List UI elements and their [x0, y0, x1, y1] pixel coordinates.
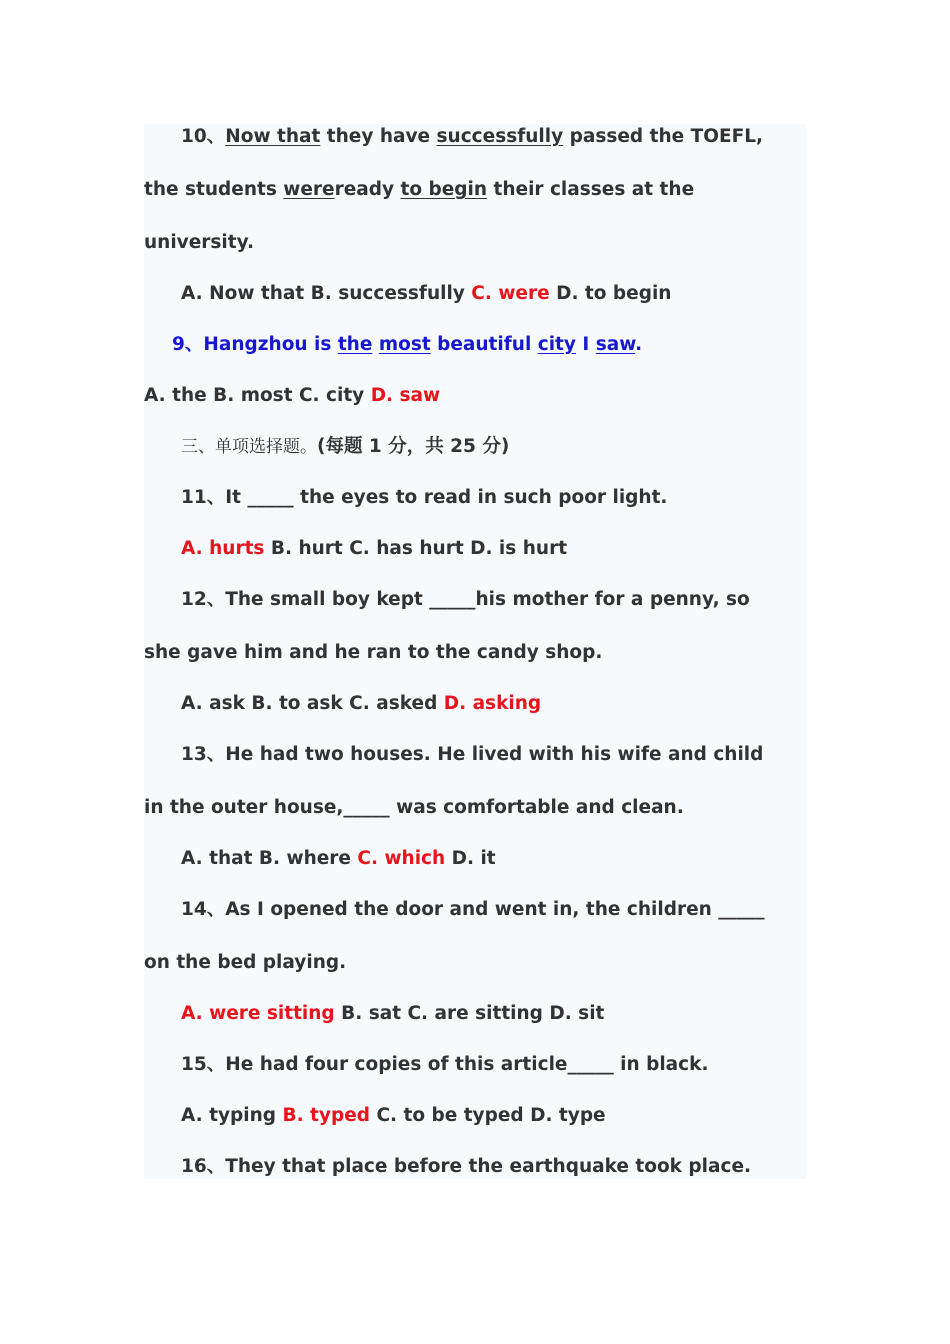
q9-text-2: beautiful — [430, 334, 538, 355]
q13-line-2: in the outer house,_____ was comfortable and clean. — [144, 797, 684, 818]
q14-options — [181, 1001, 604, 1027]
q10-options-text: A. Now that B. successfully — [181, 283, 472, 304]
q11-answer: A. hurts — [181, 538, 265, 559]
q10-text-2: passed the TOEFL, — [563, 126, 764, 147]
section-text-2: 分，共 — [381, 436, 451, 457]
section-heading — [181, 434, 509, 460]
q15-options-text: A. typing — [181, 1105, 283, 1126]
q10-options — [181, 281, 671, 307]
q9-underlined-the: the — [337, 334, 373, 355]
document-page — [144, 124, 806, 1179]
q10-number: 10、 — [181, 126, 226, 147]
q10-options-text-2: D. to begin — [549, 283, 672, 304]
q9-answer: D. saw — [370, 385, 441, 406]
q14-answer: A. were sitting — [181, 1003, 335, 1024]
q9-number: 9、 — [172, 334, 204, 355]
q10-text-3: the students — [144, 179, 284, 200]
q10-line-1 — [181, 124, 763, 150]
section-text-3: 分) — [475, 436, 510, 457]
q11-options — [181, 536, 567, 562]
section-points-each: 1 — [368, 436, 382, 457]
q13-line-1: 13、He had two houses. He lived with his wife and child — [181, 744, 764, 765]
q12-answer: D. asking — [443, 693, 542, 714]
q10-answer: C. were — [471, 283, 550, 304]
q9-underlined-most: most — [378, 334, 431, 355]
q10-line-3: university. — [144, 232, 254, 253]
q13-options-text-2: D. it — [445, 848, 496, 869]
q10-text-1: they have — [320, 126, 437, 147]
q10-underlined-were: were — [283, 179, 335, 200]
section-points-total: 25 — [450, 436, 476, 457]
q12-options-text: A. ask B. to ask C. asked — [181, 693, 444, 714]
q15-options — [181, 1103, 606, 1129]
q11-text: 11、It _____ the eyes to read in such poor light. — [181, 487, 668, 508]
q14-options-text: B. sat C. are sitting D. sit — [334, 1003, 605, 1024]
q10-text-5: their classes at the — [487, 179, 695, 200]
q9-text-4: . — [635, 334, 643, 355]
q9-underlined-city: city — [537, 334, 576, 355]
section-title: 三、单项选择题。 — [181, 437, 317, 457]
q13-answer: C. which — [357, 848, 446, 869]
q9-options-text: A. the B. most C. city — [144, 385, 371, 406]
q12-options — [181, 691, 541, 717]
q14-line-1: 14、As I opened the door and went in, the children _____ — [181, 899, 765, 920]
q15-text: 15、He had four copies of this article_____ in black. — [181, 1054, 709, 1075]
q10-underlined-successfully: successfully — [436, 126, 564, 147]
q9-options — [144, 383, 440, 409]
q15-answer: B. typed — [282, 1105, 370, 1126]
q9-underlined-saw: saw — [595, 334, 636, 355]
q12-line-1: 12、The small boy kept _____his mother for a penny, so — [181, 589, 750, 610]
q13-options — [181, 846, 496, 872]
q15-options-text-2: C. to be typed D. type — [370, 1105, 606, 1126]
q10-line-2 — [144, 177, 694, 203]
section-text-1: (每题 — [317, 436, 369, 457]
q12-line-2: she gave him and he ran to the candy shop. — [144, 642, 603, 663]
q9-line — [172, 332, 642, 358]
q13-options-text: A. that B. where — [181, 848, 358, 869]
q11-options-text: B. hurt C. has hurt D. is hurt — [264, 538, 568, 559]
q10-underlined-now-that: Now that — [225, 126, 321, 147]
q10-text-4: ready — [334, 179, 401, 200]
q10-underlined-to-begin: to begin — [400, 179, 488, 200]
q9-text-3: I — [575, 334, 596, 355]
q9-text-1: Hangzhou is — [203, 334, 338, 355]
q14-line-2: on the bed playing. — [144, 952, 347, 973]
q16-text: 16、They that place before the earthquake took place. — [181, 1156, 752, 1177]
